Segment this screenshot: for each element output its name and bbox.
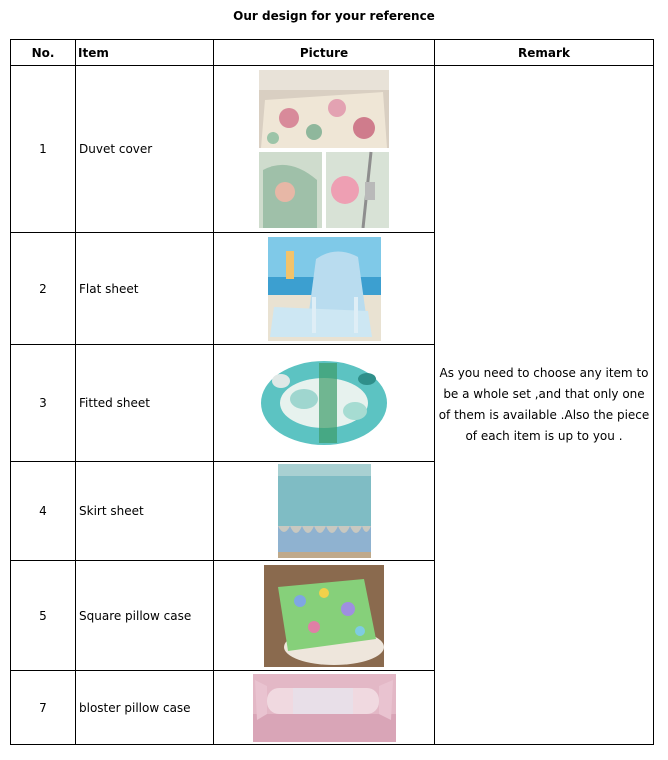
item-name: Square pillow case [76, 561, 214, 671]
remark-text: As you need to choose any item to be a whole set ,and that only one of them is available .Also the piece of each item is up to you . [435, 66, 654, 745]
duvet-cover-photo [259, 70, 389, 228]
row-number: 2 [11, 233, 76, 345]
row-number: 5 [11, 561, 76, 671]
item-picture-cell [214, 671, 435, 745]
item-name: Fitted sheet [76, 345, 214, 462]
row-number: 4 [11, 462, 76, 561]
skirt-sheet-photo [278, 464, 371, 558]
row-number: 7 [11, 671, 76, 745]
bolster-pillow-case-photo [253, 674, 396, 742]
square-pillow-case-photo [264, 565, 384, 667]
table-header-row [11, 40, 654, 66]
header-item: Item [76, 40, 214, 66]
item-name: Flat sheet [76, 233, 214, 345]
flat-sheet-photo [268, 237, 381, 341]
table-row [11, 66, 654, 233]
fitted-sheet-photo [259, 359, 389, 447]
item-picture-cell [214, 462, 435, 561]
header-no: No. [11, 40, 76, 66]
item-name: Duvet cover [76, 66, 214, 233]
item-picture-cell [214, 561, 435, 671]
item-name: bloster pillow case [76, 671, 214, 745]
header-remark: Remark [435, 40, 654, 66]
item-name: Skirt sheet [76, 462, 214, 561]
header-picture: Picture [214, 40, 435, 66]
row-number: 3 [11, 345, 76, 462]
row-number: 1 [11, 66, 76, 233]
product-table [10, 39, 654, 745]
item-picture-cell [214, 345, 435, 462]
item-picture-cell [214, 66, 435, 233]
page-title: Our design for your reference [233, 9, 435, 23]
item-picture-cell [214, 233, 435, 345]
